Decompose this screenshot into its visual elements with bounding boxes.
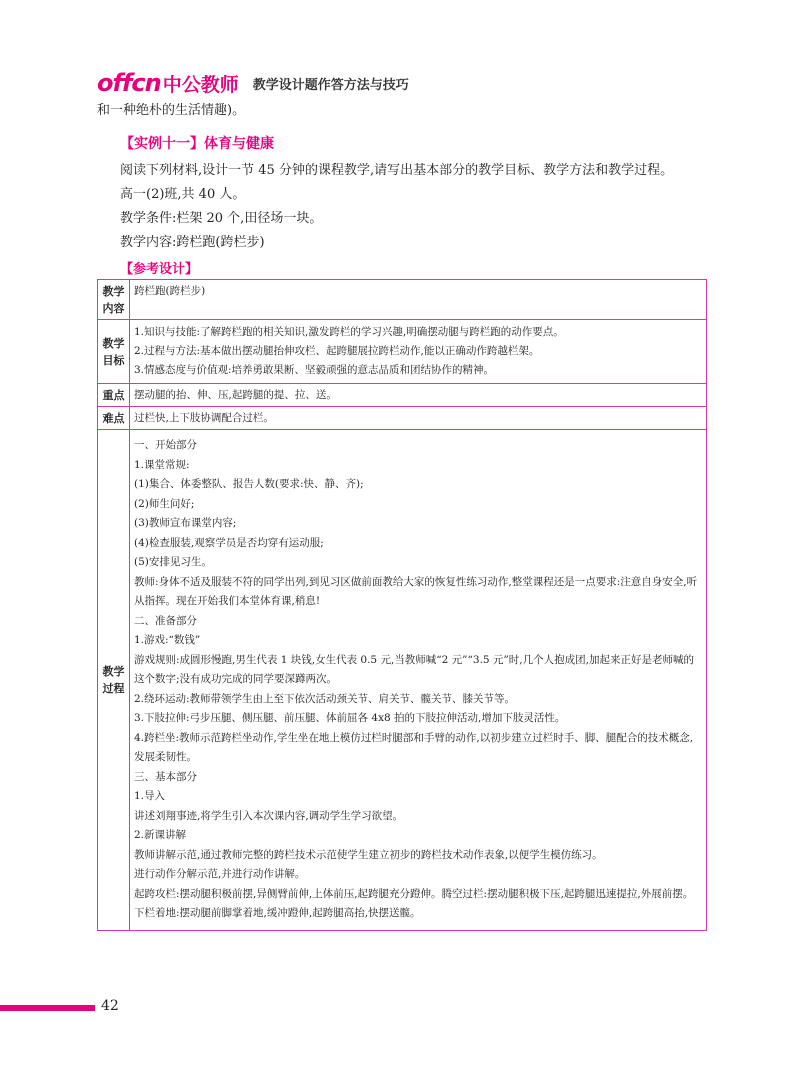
process-heading: 二、准备部分 — [134, 614, 197, 627]
paragraph-task: 阅读下列材料,设计一节 45 分钟的课程教学,请写出基本部分的教学目标、教学方法和教学过程。 — [120, 163, 674, 178]
value-content — [130, 280, 707, 320]
difficulty-text: 过栏快,上下肢协调配合过栏。 — [134, 412, 274, 424]
process-line: 1.游戏:“数钱” — [134, 634, 201, 646]
process-line: 1.课堂常规: — [134, 458, 190, 471]
goal-line: 3.情感态度与价值观:培养勇敢果断、坚毅顽强的意志品质和团结协作的精神。 — [134, 364, 495, 376]
process-line: 进行动作分解示范,并进行动作讲解。 — [134, 868, 306, 880]
intro-line: 和一种绝朴的生活情趣)。 — [97, 103, 246, 118]
offcn-logo-cn: 中公教师 — [162, 73, 239, 96]
process-paragraph: 起跨攻栏:摆动腿积极前摆,异侧臂前伸,上体前压,起跨腿充分蹬伸。腾空过栏:摆动腿积极下压,起跨腿迅速提拉,外展前摆。下栏着地:摆动腿前脚掌着地,缓冲蹬伸,起跨腿高抬,快摆送髋。 — [134, 887, 694, 919]
value-key — [130, 384, 707, 407]
book-subtitle: 教学设计题作答方法与技巧 — [252, 77, 409, 93]
label-content: 教学内容 — [98, 280, 130, 320]
goal-line: 2.过程与方法:基本做出摆动腿抬伸攻栏、起跨腿展拉跨栏动作,能以正确动作跨越栏架。 — [134, 345, 540, 357]
lesson-plan-table — [97, 279, 707, 931]
key-text: 摆动腿的抬、伸、压,起跨腿的提、拉、送。 — [134, 389, 337, 401]
process-line: 2.绕环运动:教师带领学生由上至下依次活动颈关节、肩关节、髋关节、膝关节等。 — [134, 692, 516, 705]
section-title: 【实例十一】体育与健康 — [120, 136, 274, 152]
paragraph-content: 教学内容:跨栏跑(跨栏步) — [120, 235, 265, 250]
table-row-key — [98, 384, 707, 407]
content-text: 跨栏跑(跨栏步) — [134, 285, 206, 297]
value-process — [130, 430, 707, 931]
process-line: 教师讲解示范,通过教师完整的跨栏技术示范使学生建立初步的跨栏技术动作表象,以便学生模仿练习。 — [134, 848, 603, 861]
process-heading: 一、开始部分 — [134, 439, 197, 451]
process-line: 2.新课讲解 — [134, 829, 187, 841]
process-heading: 三、基本部分 — [134, 770, 197, 783]
paragraph-class: 高一(2)班,共 40 人。 — [120, 187, 246, 202]
offcn-logo-latin: offcn — [97, 69, 161, 97]
process-line: (2)师生问好; — [134, 497, 195, 510]
process-paragraph: 4.跨栏坐:教师示范跨栏坐动作,学生坐在地上模仿过栏时腿部和手臂的动作,以初步建立过栏时手、脚、腿配合的技术概念,发展柔韧性。 — [134, 731, 694, 763]
process-line: (5)安排见习生。 — [134, 556, 212, 568]
label-goals: 教学目标 — [98, 320, 130, 384]
process-line: (4)检查服装,观察学员是否均穿有运动服; — [134, 536, 324, 549]
process-line: 3.下肢拉伸:弓步压腿、侧压腿、前压腿、体前屈各 4x8 拍的下肢拉伸活动,增加下肢灵活性。 — [134, 712, 566, 724]
value-difficulty — [130, 407, 707, 430]
page-header — [97, 66, 409, 100]
table-row-difficulty — [98, 407, 707, 430]
process-paragraph: 教师:身体不适及服装不符的同学出列,到见习区做前面教给大家的恢复性练习动作,整堂课程还是一点要求:注意自身安全,听从指挥。现在开始我们本堂体育课,稍息! — [134, 575, 698, 607]
table-row-process — [98, 430, 707, 931]
process-line: (3)教师宣布课堂内容; — [134, 517, 237, 529]
process-line: 讲述刘翔事迹,将学生引入本次课内容,调动学生学习欲望。 — [134, 809, 404, 822]
value-goals — [130, 320, 707, 384]
reference-design-label: 【参考设计】 — [120, 262, 199, 277]
table-row-goals — [98, 320, 707, 384]
label-process: 教学过程 — [98, 430, 130, 931]
process-line: 1.导入 — [134, 790, 166, 802]
process-paragraph: 游戏规则:成圆形慢跑,男生代表 1 块钱,女生代表 0.5 元,当教师喊“2 元”“3.5 元”时,几个人抱成团,加起来正好是老师喊的这个数字;没有成功完成的同学要深蹲两次。 — [134, 653, 694, 685]
footer-accent-bar — [0, 1005, 95, 1011]
page-number: 42 — [101, 998, 119, 1014]
label-key: 重点 — [98, 384, 130, 407]
paragraph-conditions: 教学条件:栏架 20 个,田径场一块。 — [120, 211, 323, 226]
process-line: (1)集合、体委整队、报告人数(要求:快、静、齐); — [134, 478, 364, 490]
goal-line: 1.知识与技能:了解跨栏跑的相关知识,激发跨栏的学习兴趣,明确摆动腿与跨栏跑的动作要点。 — [134, 326, 564, 338]
label-difficulty: 难点 — [98, 407, 130, 430]
table-row-content — [98, 280, 707, 320]
